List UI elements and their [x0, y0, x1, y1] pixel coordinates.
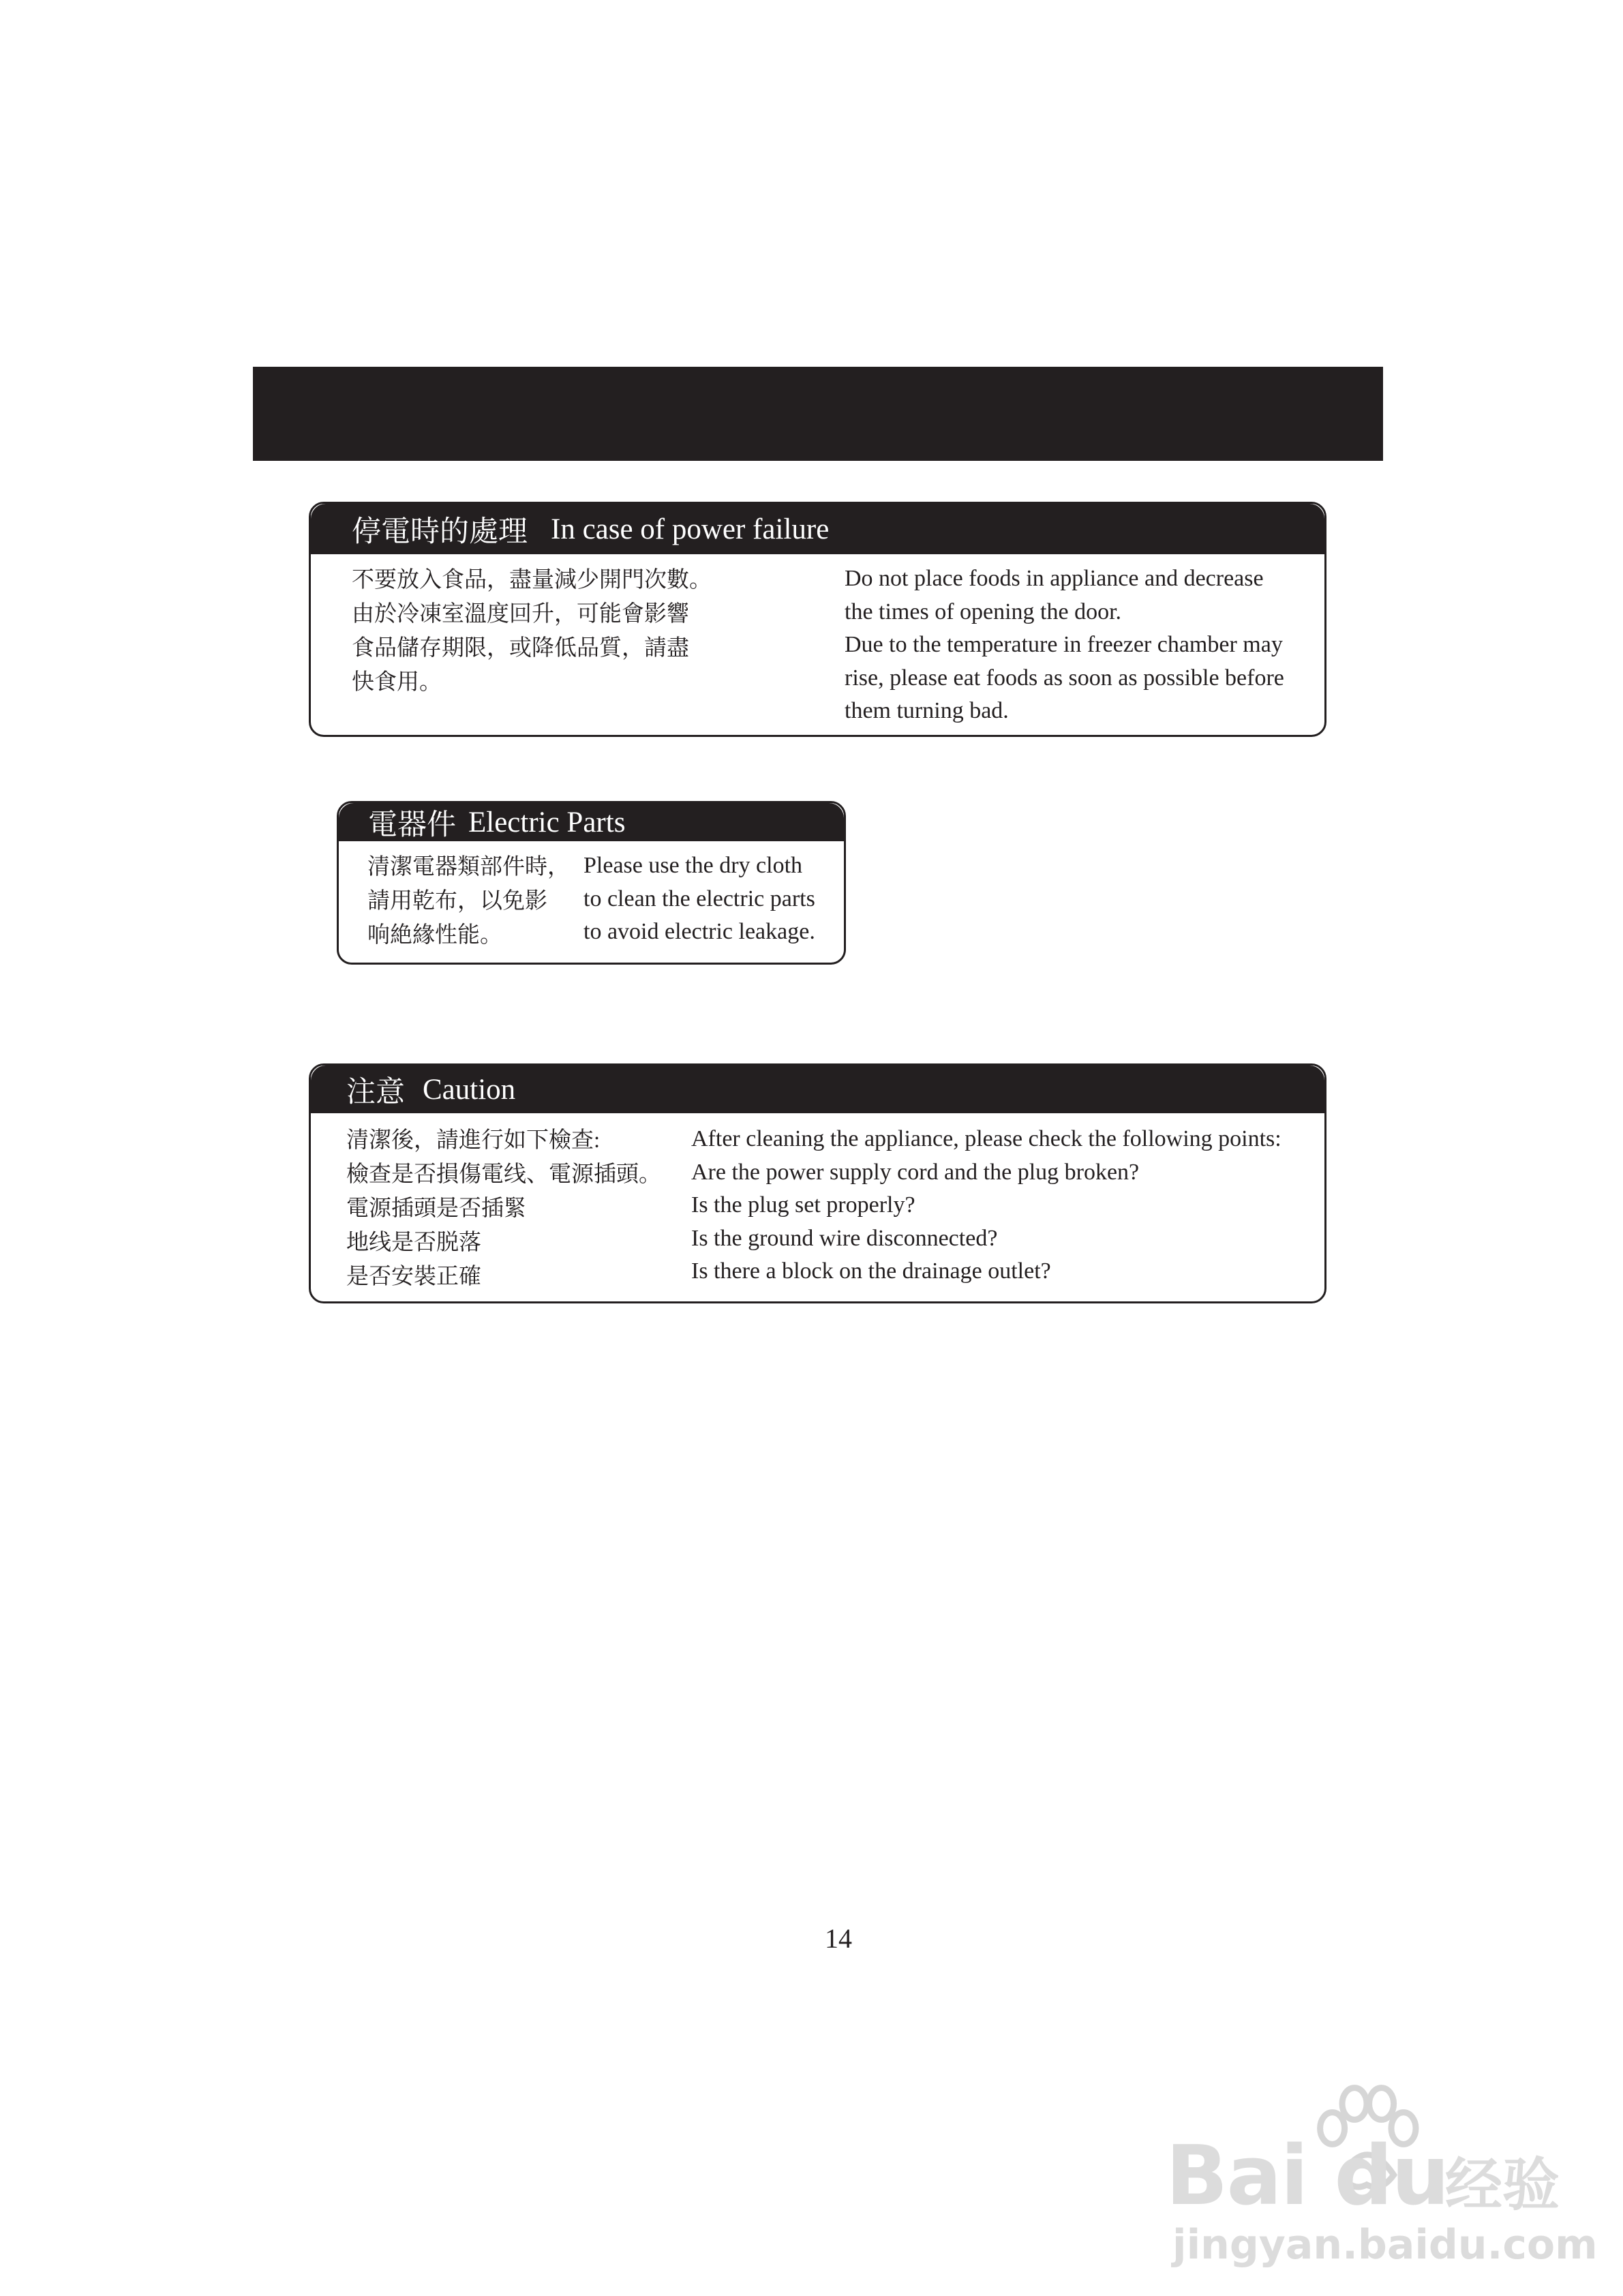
caution-title-zh: 注意: [346, 1076, 405, 1108]
caution-header: [311, 1066, 1324, 1113]
electric-parts-text-en: Please use the dry cloth to clean the electric parts to avoid electric leakage.: [583, 853, 815, 944]
header-bar: [253, 367, 1383, 461]
watermark-url: jingyan.baidu.com: [1172, 2221, 1598, 2269]
electric-parts-title-en: Electric Parts: [468, 806, 626, 839]
electric-parts-text-zh: 清潔電器類部件時， 請用乾布，以免影 响絶緣性能。: [367, 855, 570, 948]
caution-title-en: Caution: [423, 1073, 516, 1106]
electric-parts-title-zh: 電器件: [368, 809, 456, 841]
power-failure-header: [311, 504, 1324, 554]
power-failure-title-zh: 停電時的處理: [352, 515, 528, 548]
electric-parts-section: [337, 801, 846, 965]
baidu-watermark: [1159, 2079, 1598, 2269]
caution-text-en: After cleaning the appliance, please check the following points: Are the power supply cord and the plug broken? Is the plug set properly? Is the ground wire disconnected? Is there a block on the drainage outlet?: [691, 1126, 1281, 1284]
power-failure-section: [309, 502, 1326, 737]
power-failure-text-en: Do not place foods in appliance and decrease the times of opening the door. Due to the temperature in freezer chamber may rise, please eat foods as soon as possible before them turning bad.: [845, 566, 1284, 723]
watermark-brand-zh: 经验: [1445, 2151, 1560, 2218]
electric-parts-header: [339, 803, 844, 841]
caution-text-zh: 清潔後，請進行如下檢查: 檢查是否損傷電线、電源插頭。 電源插頭是否插緊 地线是否脱落 是否安裝正確: [346, 1128, 661, 1289]
page-number: 14: [825, 1923, 852, 1954]
caution-section: [309, 1063, 1326, 1303]
watermark-brand: Bai du: [1166, 2129, 1448, 2224]
power-failure-title-en: In case of power failure: [551, 513, 830, 545]
power-failure-text-zh: 不要放入食品，盡量減少開門次數。 由於冷凍室溫度回升，可能會影響 食品儲存期限，或降低品質，請盡 快食用。: [352, 568, 712, 695]
